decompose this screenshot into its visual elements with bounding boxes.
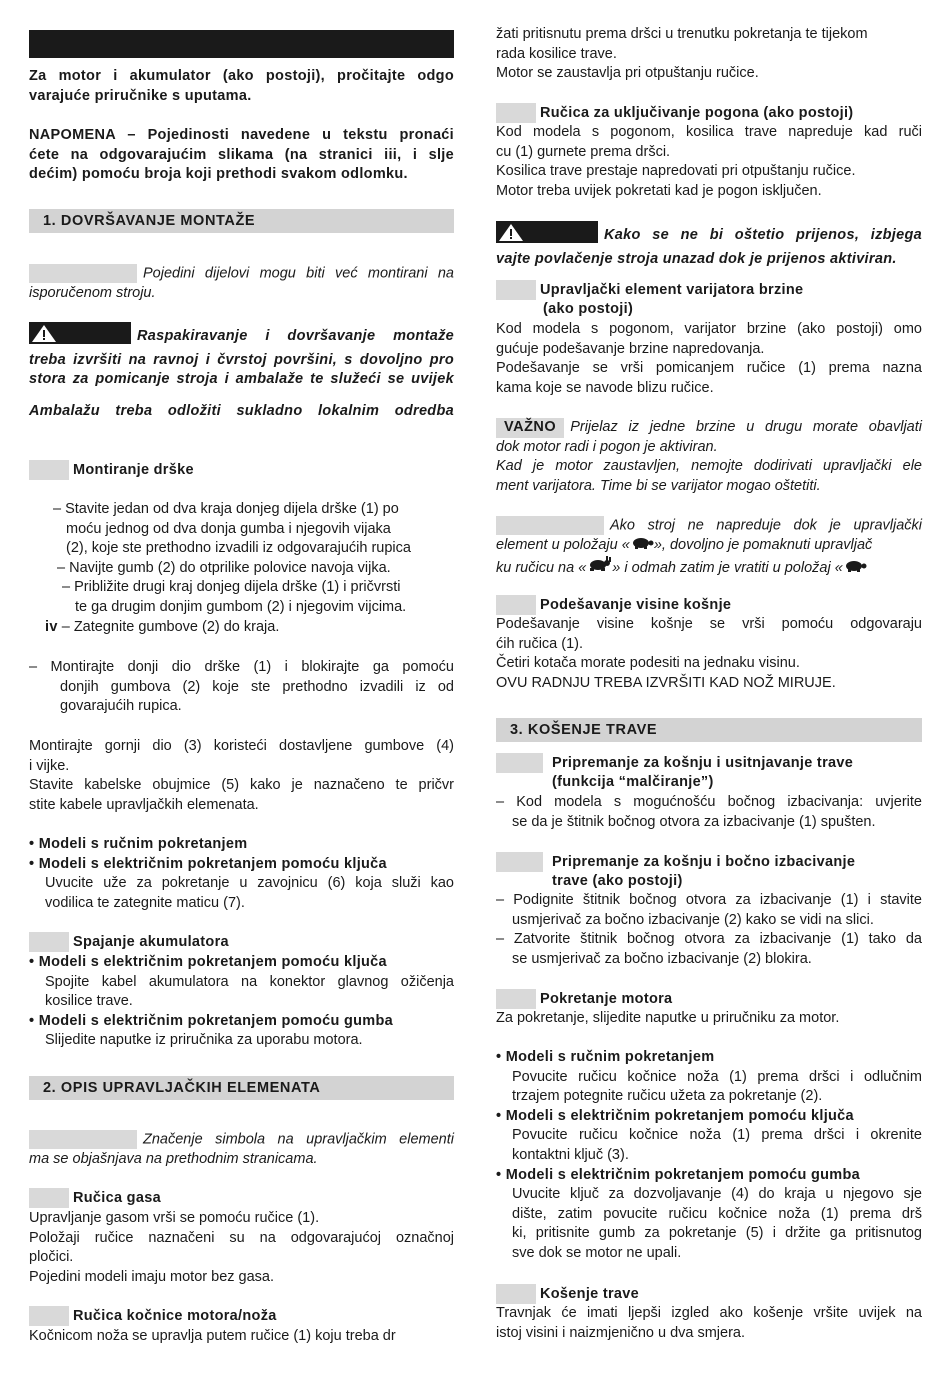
napomena-paragraph: NAPOMENA – Pojedinosti navedene u tekstu pronaći ćete na odgovarajućim slikama (na stranici iii, i slje dećim) pomoću broja koji prethodi svakom odlomku. (29, 127, 454, 183)
pokretanje-text: Za pokretanje, slijedite naputke u priručniku za motor. (496, 1010, 840, 1026)
subheading-kocnica: Ručica kočnice motora/noža (29, 1306, 454, 1326)
malciranje-text: – Kod modela s mogućnošću bočnog izbacivanja: uvjerite se da je štitnik bočnog otvora za izbacivanje (1) spušten. (496, 794, 922, 830)
figure-ref-box (496, 753, 543, 773)
section-heading-3: 3. KOŠENJE TRAVE (496, 718, 922, 742)
figure-ref-box (29, 1306, 69, 1326)
vazno-label: VAŽNO (496, 418, 564, 438)
gas-text: Upravljanje gasom vrši se pomoću ručice (1). Položaji ručice naznačeni su na odgovarajućoj označnoj pločici. Pojedini modeli imaju motor bez gasa. (29, 1210, 454, 1285)
montiranje-steps: – Stavite jedan od dva kraja donjeg dijela drške (1) po moću jednog od dva donja gumba i njegovih vijaka (2), koje ste prethodno izvadili iz odgovarajućih rupica – Navijte gumb (2) do otprilike polovice navoja vijka. – Približite drugi kraj donjeg dijela drške (1) i pričvrsti te ga drugim donjim gumbom (2) i njegovim vijcima. iv – Zategnite gumbove (2) do kraja. (45, 501, 411, 635)
note-paragraph-1: Pojedini dijelovi mogu biti već montirani na isporučenom stroju. (29, 265, 454, 301)
visina-text: Podešavanje visine košnje se vrši pomoću odgovaraju ćih ručica (1). Četiri kotača morate podesiti na jednaku visinu. OVU RADNJU TREBA IZVRŠITI KAD NOŽ MIRUJE. (496, 616, 922, 691)
warning-triangle-icon (29, 322, 131, 351)
warning-triangle-icon (496, 221, 598, 250)
kocnica-text: Kočnicom noža se upravlja putem ručice (1) koju treba dr (29, 1328, 396, 1344)
note-label-box (496, 516, 604, 535)
varijator-text: Kod modela s pogonom, varijator brzine (ako postoji) omo gućuje podešavanje brzine napredovanja. Podešavanje se vrši pomicanjem ručice (1) prema nazna kama koje se navode blizu ručice. (496, 321, 922, 396)
figure-ref-box (496, 1284, 536, 1304)
section-heading-1: 1. DOVRŠAVANJE MONTAŽE (29, 209, 454, 233)
subheading-malciranje: Pripremanje za košnju i usitnjavanje trave (funkcija “malčiranje”) (496, 753, 922, 793)
subheading-pogon: Ručica za uključivanje pogona (ako postoji) (496, 103, 922, 123)
figure-ref-box (29, 932, 69, 952)
section-heading-2: 2. OPIS UPRAVLJAČKIH ELEMENATA (29, 1076, 454, 1100)
figure-ref-box (496, 280, 536, 300)
note-paragraph-2: Značenje simbola na upravljačkim elementi ma se objašnjava na prethodnim stranicama. (29, 1131, 454, 1167)
subheading-kosenje: Košenje trave (496, 1284, 922, 1304)
hare-icon (586, 560, 612, 576)
speed-note: Ako stroj ne napreduje dok je upravljački element u položaju « », dovoljno je pomaknuti upravljač ku ručicu na « » i odmah zatim je vratiti u položaj « (496, 517, 922, 576)
vazno-paragraph: VAŽNO Prijelaz iz jedne brzine u drugu morate obavljati dok motor radi i pogon je aktiviran. Kad je motor zaustavljen, nemojte dodirivati upravljački ele ment varijatora. Time bi se varijator mogao oštetiti. (496, 419, 922, 494)
intro-paragraph: Za motor i akumulator (ako postoji), pročitajte odgo varajuće priručnike s uputama. (29, 68, 454, 104)
turtle-icon (630, 537, 654, 553)
figure-ref-box (496, 989, 536, 1009)
figure-ref-box (29, 1188, 69, 1208)
starting-models-list: • Modeli s ručnim pokretanjem • Modeli s električnim pokretanjem pomoću ključa Uvucite uže za pokretanje u zavojnicu (6) koja služi kao vodilica te zategnite maticu (7). (29, 836, 454, 911)
warning-paragraph-2: Kako se ne bi oštetio prijenos, izbjega vajte povlačenje stroja unazad dok je prijenos aktiviran. (496, 221, 922, 269)
mounting-text: Montirajte gornji dio (3) koristeći dostavljene gumbove (4) i vijke. Stavite kabelske obujmice (5) kako je naznačeno te pričvr stite kabele upravljačkih elemenata. (29, 738, 454, 813)
note-label-box (29, 1130, 137, 1149)
kosenje-text: Travnjak će imati ljepši izgled ako košenje vršite uvijek na istoj visini i naizmjenično u dva smjera. (496, 1305, 922, 1341)
turtle-icon (843, 560, 867, 576)
subheading-bocno: Pripremanje za košnju i bočno izbacivanje trave (ako postoji) (496, 852, 922, 892)
pokretanje-models-list: • Modeli s ručnim pokretanjem Povucite ručicu kočnice noža (1) prema dršci i odlučnim trzajem potegnite ručicu užeta za pokretanje (2). • Modeli s električnim pokretanjem pomoću ključa Povucite ručicu kočnice noža (1) prema dršci i okrenite kontaktni ključ (3). • Modeli s električnim pokretanjem pomoću gumba Uvucite ključ za dozvoljavanje (4) do kraja u njegovo sje dište, zatim povucite ručicu kočnice noža (1) prema drš ki, pritisnite gumb za pokretanje (5) i držite ga pritisnutog sve dok se motor ne upali. (496, 1049, 922, 1261)
subheading-visina: Podešavanje visine košnje (496, 595, 922, 615)
figure-ref-box (496, 852, 543, 872)
warning-paragraph-1: Raspakiravanje i dovršavanje montaže treba izvršiti na ravnoj i čvrstoj površini, s dovoljno pro stora za pomicanje stroja i ambalaže te služeći se uvijek (29, 322, 454, 390)
subheading-varijator: Upravljački element varijatora brzine (ako postoji) (496, 280, 922, 320)
subheading-pokretanje: Pokretanje motora (496, 989, 922, 1009)
battery-list: • Modeli s električnim pokretanjem pomoću ključa Spojite kabel akumulatora na konektor glavnog ožičenja kosilice trave. • Modeli s električnim pokretanjem pomoću gumba Slijedite naputke iz priručnika za uporabu motora. (29, 954, 454, 1049)
figure-ref-box (496, 595, 536, 615)
subheading-spajanje: Spajanje akumulatora (29, 932, 454, 952)
packaging-note: Ambalažu treba odložiti sukladno lokalnim odredba (29, 403, 454, 419)
montiranje-alt-step: – Montirajte donji dio drške (1) i blokirajte ga pomoću donjih gumbova (2) koje ste prethodno izvadili iz od govarajućih rupica. (29, 659, 454, 715)
bocno-text: – Podignite štitnik bočnog otvora za izbacivanje (1) i stavite usmjerivač za bočno izbacivanje (2) kako se vidi na slici. – Zatvorite štitnik bočnog otvora za izbacivanje (1) tako da se usmjerivač za bočno izbacivanje (2) blokira. (496, 892, 922, 967)
note-label-box (29, 264, 137, 283)
subheading-gas: Ručica gasa (29, 1188, 454, 1208)
figure-ref-box (29, 460, 69, 480)
header-bar (29, 30, 454, 58)
pogon-text: Kod modela s pogonom, kosilica trave napreduje kad ruči cu (1) gurnete prema dršci. Kosilica trave prestaje napredovati pri otpuštanju ručice. Motor treba uvijek pokretati kad je pogon isključen. (496, 124, 922, 199)
figure-ref-box (496, 103, 536, 123)
kocnica-text-continued: žati pritisnutu prema dršci u trenutku pokretanja te tijekom rada kosilice trave. Motor se zaustavlja pri otpuštanju ručice. (496, 26, 868, 82)
subheading-montiranje: Montiranje drške (29, 460, 454, 480)
